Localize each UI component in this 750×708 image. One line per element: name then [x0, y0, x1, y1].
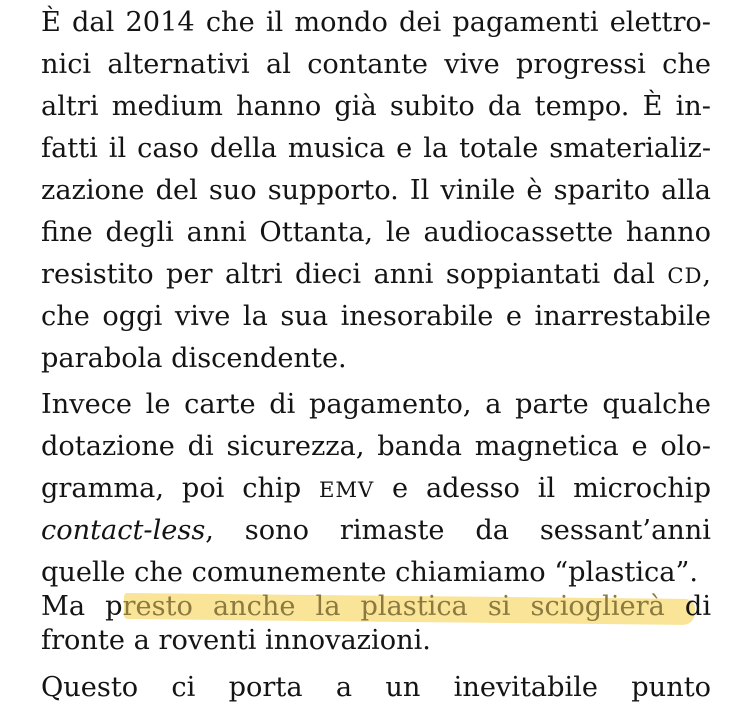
line-text: di: [664, 591, 712, 622]
paragraph-1-line-4: fatti il caso della musica e la totale smaterializ-: [41, 133, 711, 164]
line-text: gramma, poi chip: [41, 473, 320, 504]
line-text: Ma p: [41, 591, 123, 622]
paragraph-1-line-5: zazione del suo supporto. Il vinile è sparito alla: [41, 175, 711, 206]
line-text: resistito per altri dieci anni soppiantati dal: [41, 259, 668, 290]
paragraph-2-line-1: Invece le carte di pagamento, a parte qualche: [41, 389, 711, 420]
paragraph-1-line-1: È dal 2014 che il mondo dei pagamenti elettro-: [41, 7, 711, 38]
line-text: ,: [702, 259, 711, 290]
paragraph-2-line-3: [41, 469, 711, 509]
paragraph-3-line-2: fronte a roventi innovazioni.: [41, 625, 431, 656]
italic-term: contact-less: [41, 515, 206, 546]
paragraph-1-line-6: fine degli anni Ottanta, le audiocassette hanno: [41, 217, 711, 248]
paragraph-2-line-2: dotazione di sicurezza, banda magnetica e olo-: [41, 431, 711, 462]
paragraph-1-line-9: parabola discendente.: [41, 343, 347, 374]
paragraph-1-line-2: nici alternativi al contante vive progressi che: [41, 49, 711, 80]
highlighted-text[interactable]: resto anche la plastica si scioglierà: [122, 591, 665, 622]
line-text: e adesso il microchip: [374, 473, 711, 504]
small-caps-abbreviation: CD: [667, 264, 703, 289]
paragraph-1-line-7: [41, 255, 711, 295]
line-text: , sono rimaste da sessant’anni: [205, 515, 711, 546]
paragraph-1-line-8: che oggi vive la sua inesorabile e inarrestabile: [41, 301, 711, 332]
paragraph-4-line-1-partial: Questo ci porta a un inevitabile punto: [41, 672, 711, 703]
paragraph-1-line-3: altri medium hanno già subito da tempo. È in-: [41, 91, 711, 122]
cutoff-line-clip: [41, 662, 711, 703]
paragraph-2-line-4: [41, 511, 711, 551]
small-caps-abbreviation: EMV: [319, 478, 375, 503]
paragraph-2-line-5: quelle che comunemente chiamiamo “plastica”.: [41, 557, 698, 588]
